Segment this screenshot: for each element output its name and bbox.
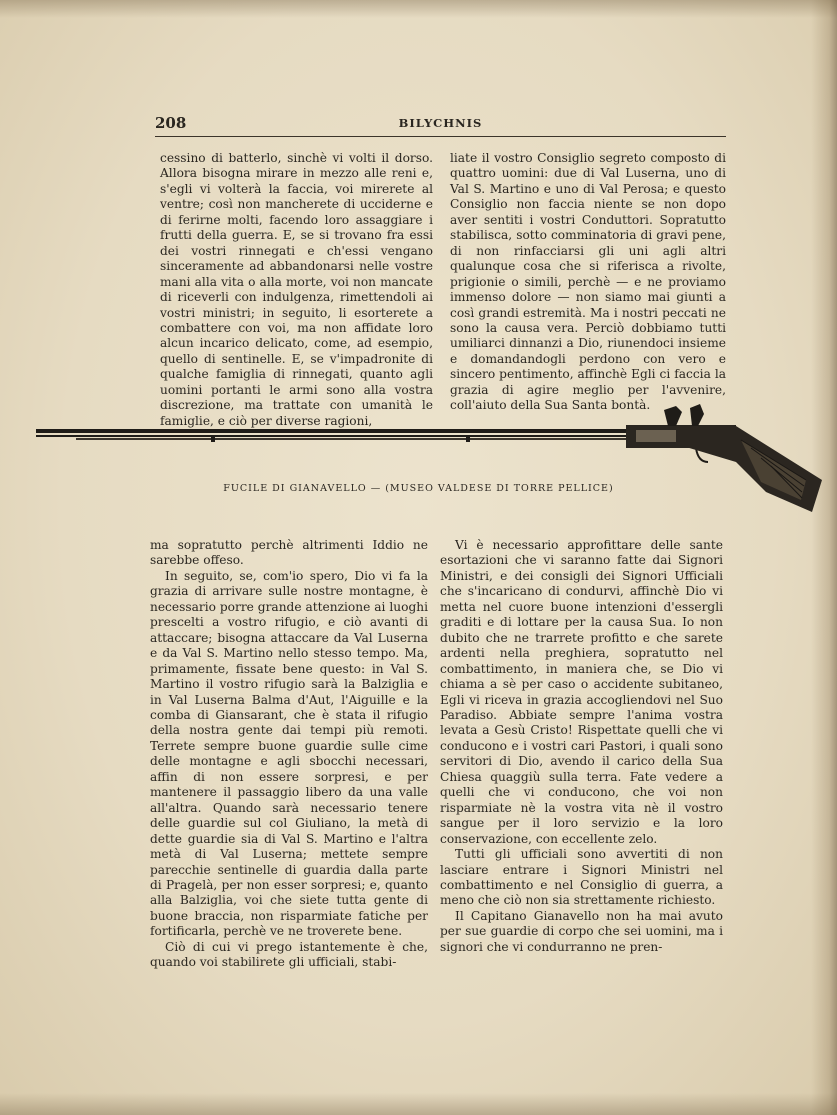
paragraph: Ciò di cui vi prego istantemente è che, quando voi stabilirete gli ufficiali, stabi- [150,939,428,970]
paragraph: In seguito, se, com'io spero, Dio vi fa la grazia di arrivare sulle nostre montagne, è necessario porre grande attenzione ai luoghi prescelti a vostro rifugio, e ciò avanti di attaccare; bisogna attaccare da Val Luserna e da Val S. Martino nello stesso tempo. Ma, primamente, fissate bene questo: in Val S. Martino il vostro rifugio sarà la Balziglia e in Val Luserna Balma d'Aut, l'Aiguille e la comba di Giansarant, che è stata il rifugio della nostra gente dai tempi più remoti. Terrete sempre buone guardie sulle cime delle montagne e agli sbocchi necessari, affin di non essere sorpresi, e per mantenere il passaggio libero da una valle all'altra. Quando sarà necessario tenere delle guardie sul col Giuliano, la metà di dette guardie sia di Val S. Martino e l'altra metà di Val Luserna; mettete sempre parecchie sentinelle di guardia dalla parte di Pragelà, per non esser sorpresi; e, quanto alla Balziglia, voi che siete tutta gente di buone braccia, non risparmiate fatiche per fortificarla, perchè ve ne troverete bene. [150,568,428,939]
page-number: 208 [155,114,187,132]
paragraph: Vi è necessario approfittare delle sante esortazioni che vi saranno fatte dai Signori Ministri, e dei consigli dei Signori Ufficiali che s'incaricano di condurvi, affinchè Dio vi metta nel cuore buone intenzioni d'essergli graditi e di lottare per la causa Sua. Io non dubito che ne trarrete profitto e che sarete ardenti nella preghiera, sopratutto nel combattimento, in maniera che, se Dio vi chiama a sè per caso o accidente subitaneo, Egli vi riceva in grazia accogliendovi nel Suo Paradiso. Abbiate sempre l'anima vostra levata a Gesù Cristo! Rispettate quelli che vi conducono e i vostri cari Pastori, i quali sono servitori di Dio, avendo il carico della Sua Chiesa quaggiù sulla terra. Fate vedere a quelli che vi conducono, che voi non risparmiate nè la vostra vita nè il vostro sangue per il loro servizio e la loro conservazione, con eccellente zelo. [440,538,723,846]
column-bottom-right [440,538,723,955]
running-head: BILYCHNIS [398,116,483,130]
header-rule [155,136,726,137]
paragraph: ma sopratutto perchè altrimenti Iddio ne sarebbe offeso. [150,538,428,568]
paragraph: Il Capitano Gianavello non ha mai avuto per sue guardie di corpo che sei uomini, ma i signori che vi condurranno ne pren- [440,908,723,954]
page-header [155,114,726,136]
page-edge-bottom [0,1093,837,1115]
figure-caption: FUCILE DI GIANAVELLO — (MUSEO VALDESE DI TORRE PELLICE) [223,483,614,494]
musket-illustration [36,400,822,522]
column-top-left [160,151,433,429]
column-top-right [450,151,726,414]
column-bottom-left [150,538,428,971]
page-edge-top [0,0,837,18]
paragraph: liate il vostro Consiglio segreto composto di quattro uomini: due di Val Luserna, uno di Val S. Martino e uno di Val Perosa; e questo Consiglio non faccia niente se non dopo aver sentiti i vostri Conduttori. Sopratutto stabilisca, sotto comminatoria di gravi pene, di non rinfacciarsi gli uni agli altri qualunque cosa che si riferisca a rivolte, prigionie o simili, perchè — e ne proviamo immenso dolore — non siamo mai giunti a così grandi estremità. Ma i nostri peccati ne sono la causa vera. Perciò dobbiamo tutti umiliarci dinnanzi a Dio, riunendoci insieme e domandandogli perdono con vero e sincero pentimento, affinchè Egli ci faccia la grazia di agire meglio per l'avvenire, coll'aiuto della Sua Santa bontà. [450,151,726,413]
page-edge-right [811,0,837,1115]
paragraph: cessino di batterlo, sinchè vi volti il dorso. Allora bisogna mirare in mezzo alle reni e, s'egli vi volterà la faccia, voi mirerete al ventre; così non mancherete di ucciderne e di ferirne molti, facendo loro assaggiare i frutti della guerra. E, se si trovano fra essi dei vostri rinnegati e ch'essi vengano sinceramente ad abbandonarsi nelle vostre mani alla vita o alla morte, voi non mancate di riceverli con indulgenza, rimettendoli ai vostri ministri; in seguito, li esorterete a combattere con voi, ma non affidate loro alcun incarico delicato, come, ad esempio, quello di sentinelle. E, se v'impadronite di qualche famiglia di rinnegati, quanto agli uomini portanti le armi sono alla vostra discrezione, ma trattate con umanità le famiglie, e ciò per diverse ragioni, [160,151,433,428]
paragraph: Tutti gli ufficiali sono avvertiti di non lasciare entrare i Signori Ministri nel combattimento e nel Consiglio di guerra, a meno che ciò non sia strettamente richiesto. [440,847,723,908]
